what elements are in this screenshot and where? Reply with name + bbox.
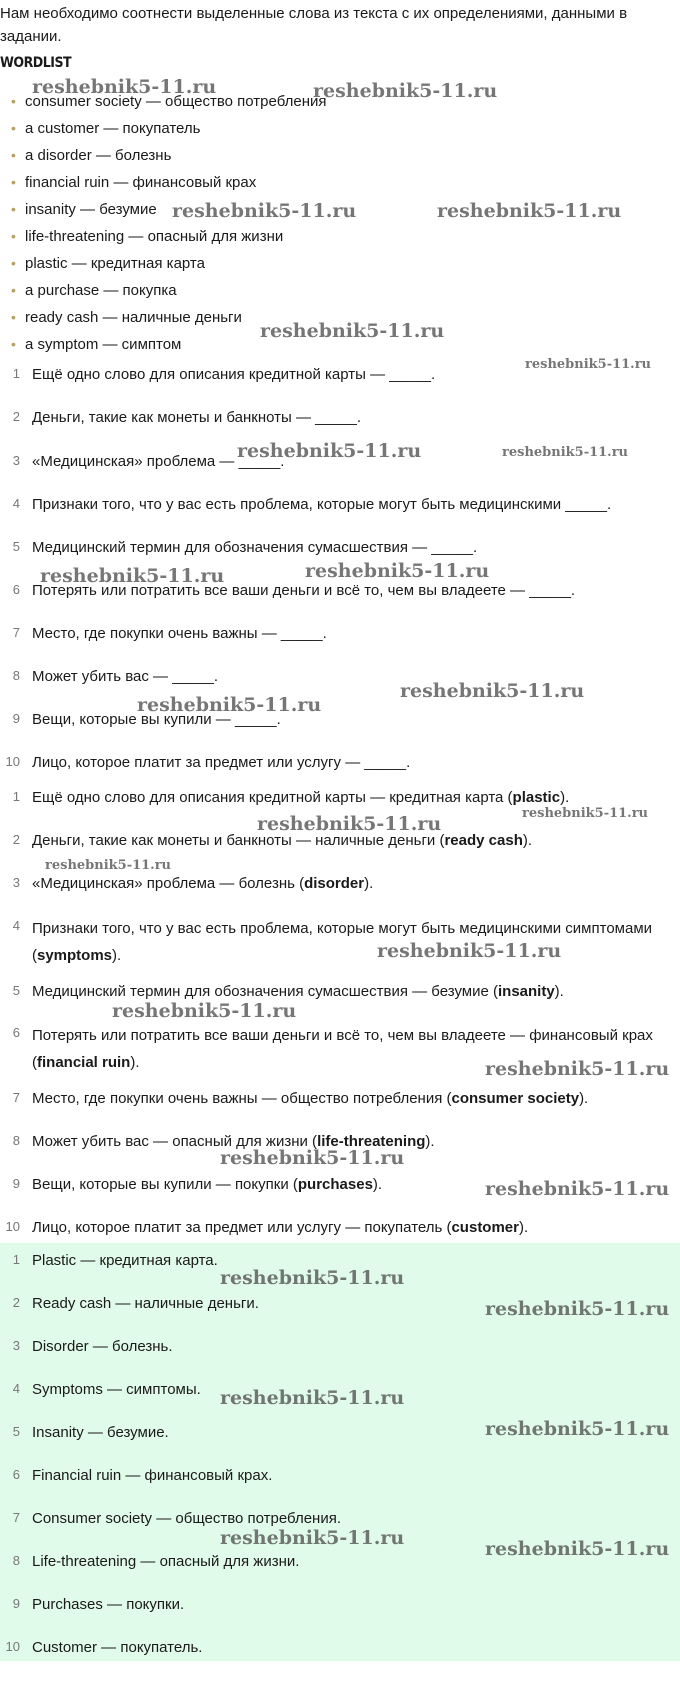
watermark: reshebnik5-11.ru (257, 813, 442, 835)
task-text: Лицо, которое платит за предмет или услугу — _____. (32, 754, 411, 771)
answer-word: insanity (497, 983, 555, 1000)
task-item (0, 708, 680, 732)
answer-word: purchases (297, 1176, 373, 1193)
wordlist-item: • plastic — кредитная карта (0, 250, 327, 277)
watermark: reshebnik5-11.ru (485, 1178, 670, 1200)
answer-word: disorder (304, 875, 365, 892)
item-number: 9 (12, 1176, 20, 1191)
wordlist-item: • a customer — покупатель (0, 115, 327, 142)
item-number: 6 (12, 582, 20, 597)
task-item (0, 493, 680, 517)
answer-text: Symptoms — симптомы. (32, 1381, 201, 1398)
filled-text-post: ). (560, 789, 570, 806)
watermark: reshebnik5-11.ru (137, 694, 322, 716)
watermark: reshebnik5-11.ru (172, 200, 357, 222)
answer-text: Disorder — болезнь. (32, 1338, 173, 1355)
item-number: 4 (12, 918, 20, 933)
task-item (0, 622, 680, 646)
filled-text-post: ). (130, 1054, 140, 1071)
task-text: «Медицинская» проблема — _____. (32, 453, 285, 470)
item-number: 9 (12, 1596, 20, 1611)
watermark: reshebnik5-11.ru (112, 1000, 297, 1022)
item-number: 6 (12, 1025, 20, 1040)
item-number: 7 (12, 1510, 20, 1525)
item-number: 10 (5, 754, 20, 769)
filled-text-pre: «Медицинская» проблема — болезнь ( (32, 875, 305, 892)
answer-word: symptoms (37, 947, 113, 964)
item-number: 3 (12, 1338, 20, 1353)
wordlist (0, 88, 327, 358)
watermark: reshebnik5-11.ru (522, 806, 649, 821)
item-number: 7 (12, 625, 20, 640)
item-number: 5 (12, 1424, 20, 1439)
item-number: 2 (12, 832, 20, 847)
item-number: 3 (12, 875, 20, 890)
watermark: reshebnik5-11.ru (260, 320, 445, 342)
wordlist-item: • financial ruin — финансовый крах (0, 169, 327, 196)
item-number: 4 (12, 1381, 20, 1396)
watermark: reshebnik5-11.ru (32, 76, 217, 98)
watermark: reshebnik5-11.ru (502, 445, 629, 460)
filled-text-post: ). (579, 1090, 589, 1107)
filled-text-post: ). (112, 947, 122, 964)
answer-word: customer (451, 1219, 519, 1236)
watermark: reshebnik5-11.ru (40, 565, 225, 587)
answer-word: consumer society (451, 1090, 580, 1107)
wordlist-item: • a purchase — покупка (0, 277, 327, 304)
watermark: reshebnik5-11.ru (437, 200, 622, 222)
task-text: Может убить вас — _____. (32, 668, 219, 685)
task-text: Признаки того, что у вас есть проблема, которые могут быть медицинскими _____. (32, 496, 612, 513)
item-number: 8 (12, 668, 20, 683)
watermark: reshebnik5-11.ru (305, 560, 490, 582)
watermark: reshebnik5-11.ru (313, 80, 498, 102)
answer-text: Ready cash — наличные деньги. (32, 1295, 259, 1312)
answer-text: Financial ruin — финансовый крах. (32, 1467, 273, 1484)
watermark: reshebnik5-11.ru (485, 1058, 670, 1080)
filled-text-pre: Признаки того, что у вас есть проблема, которые могут быть медицинскими симптомами ( (32, 920, 653, 964)
filled-text (32, 915, 657, 969)
item-number: 8 (12, 1553, 20, 1568)
task-text: Вещи, которые вы купили — _____. (32, 711, 281, 728)
answer-text: Customer — покупатель. (32, 1639, 203, 1656)
watermark: reshebnik5-11.ru (220, 1267, 405, 1289)
watermark: reshebnik5-11.ru (220, 1527, 405, 1549)
watermark: reshebnik5-11.ru (485, 1418, 670, 1440)
item-number: 4 (12, 496, 20, 511)
wordlist-item: • insanity — безумие (0, 196, 327, 223)
item-number: 9 (12, 711, 20, 726)
item-number: 1 (12, 789, 20, 804)
item-number: 8 (12, 1133, 20, 1148)
item-number: 3 (12, 453, 20, 468)
task-text: Место, где покупки очень важны — _____. (32, 625, 327, 642)
task-text: Потерять или потратить все ваши деньги и всё то, чем вы владеете — _____. (32, 582, 576, 599)
filled-text-pre: Медицинский термин для обозначения сумасшествия — безумие ( (32, 983, 498, 1000)
answer-word: ready cash (444, 832, 523, 849)
watermark: reshebnik5-11.ru (525, 357, 652, 372)
filled-text-pre: Ещё одно слово для описания кредитной карты — кредитная карта ( (32, 789, 513, 806)
filled-text-post: ). (522, 832, 533, 849)
filled-text-post: ). (372, 1176, 383, 1193)
intro-text: Нам необходимо соотнести выделенные слова из текста с их определениями, данными в задании. (0, 5, 628, 45)
answer-text: Consumer society — общество потребления. (32, 1510, 341, 1527)
watermark: reshebnik5-11.ru (400, 680, 585, 702)
filled-text-pre: Лицо, которое платит за предмет или услугу — покупатель ( (32, 1219, 452, 1236)
filled-text-pre: Может убить вас — опасный для жизни ( (32, 1133, 318, 1150)
filled-text-pre: Деньги, такие как монеты и банкноты — наличные деньги ( (32, 832, 445, 849)
item-number: 1 (12, 366, 20, 381)
task-item (0, 751, 680, 775)
task-text: Медицинский термин для обозначения сумасшествия — _____. (32, 539, 478, 556)
wordlist-item: • consumer society — общество потребления (0, 88, 327, 115)
wordlist-item: • a disorder — болезнь (0, 142, 327, 169)
item-number: 10 (5, 1219, 20, 1234)
wordlist-item: • life-threatening — опасный для жизни (0, 223, 327, 250)
filled-text-pre: Вещи, которые вы купили — покупки ( (32, 1176, 298, 1193)
filled-text (32, 1216, 667, 1240)
filled-text-post: ). (425, 1133, 435, 1150)
answer-word: financial ruin (37, 1054, 131, 1071)
answer-word: life-threatening (317, 1133, 426, 1150)
answer-text: Plastic — кредитная карта. (32, 1252, 218, 1269)
item-number: 2 (12, 1295, 20, 1310)
task-text: Ещё одно слово для описания кредитной карты — _____. (32, 366, 436, 383)
item-number: 7 (12, 1090, 20, 1105)
wordlist-item: • a symptom — симптом (0, 331, 327, 358)
item-number: 10 (5, 1639, 20, 1654)
answer-word: plastic (512, 789, 561, 806)
answer-text: Life-threatening — опасный для жизни. (32, 1553, 300, 1570)
item-number: 5 (12, 539, 20, 554)
wordlist-item: • ready cash — наличные деньги (0, 304, 327, 331)
item-number: 5 (12, 983, 20, 998)
watermark: reshebnik5-11.ru (45, 858, 172, 873)
watermark: reshebnik5-11.ru (485, 1538, 670, 1560)
watermark: reshebnik5-11.ru (220, 1147, 405, 1169)
filled-text-pre: Место, где покупки очень важны — общество потребления ( (32, 1090, 452, 1107)
task-item (0, 536, 680, 560)
watermark: reshebnik5-11.ru (237, 440, 422, 462)
item-number: 2 (12, 409, 20, 424)
filled-text (32, 872, 667, 896)
watermark: reshebnik5-11.ru (220, 1387, 405, 1409)
wordlist-title: WORDLIST (0, 55, 72, 71)
filled-text-pre: Потерять или потратить все ваши деньги и всё то, чем вы владеете — финансовый крах ( (32, 1027, 653, 1071)
task-text: Деньги, такие как монеты и банкноты — _____. (32, 409, 361, 426)
filled-text-post: ). (364, 875, 374, 892)
answer-text: Purchases — покупки. (32, 1596, 185, 1613)
task-item (0, 406, 680, 430)
answer-text: Insanity — безумие. (32, 1424, 169, 1441)
watermark: reshebnik5-11.ru (485, 1298, 670, 1320)
item-number: 6 (12, 1467, 20, 1482)
item-number: 1 (12, 1252, 20, 1267)
filled-text-post: ). (554, 983, 564, 1000)
watermark: reshebnik5-11.ru (377, 940, 562, 962)
filled-text (32, 1087, 667, 1111)
filled-text-post: ). (519, 1219, 529, 1236)
